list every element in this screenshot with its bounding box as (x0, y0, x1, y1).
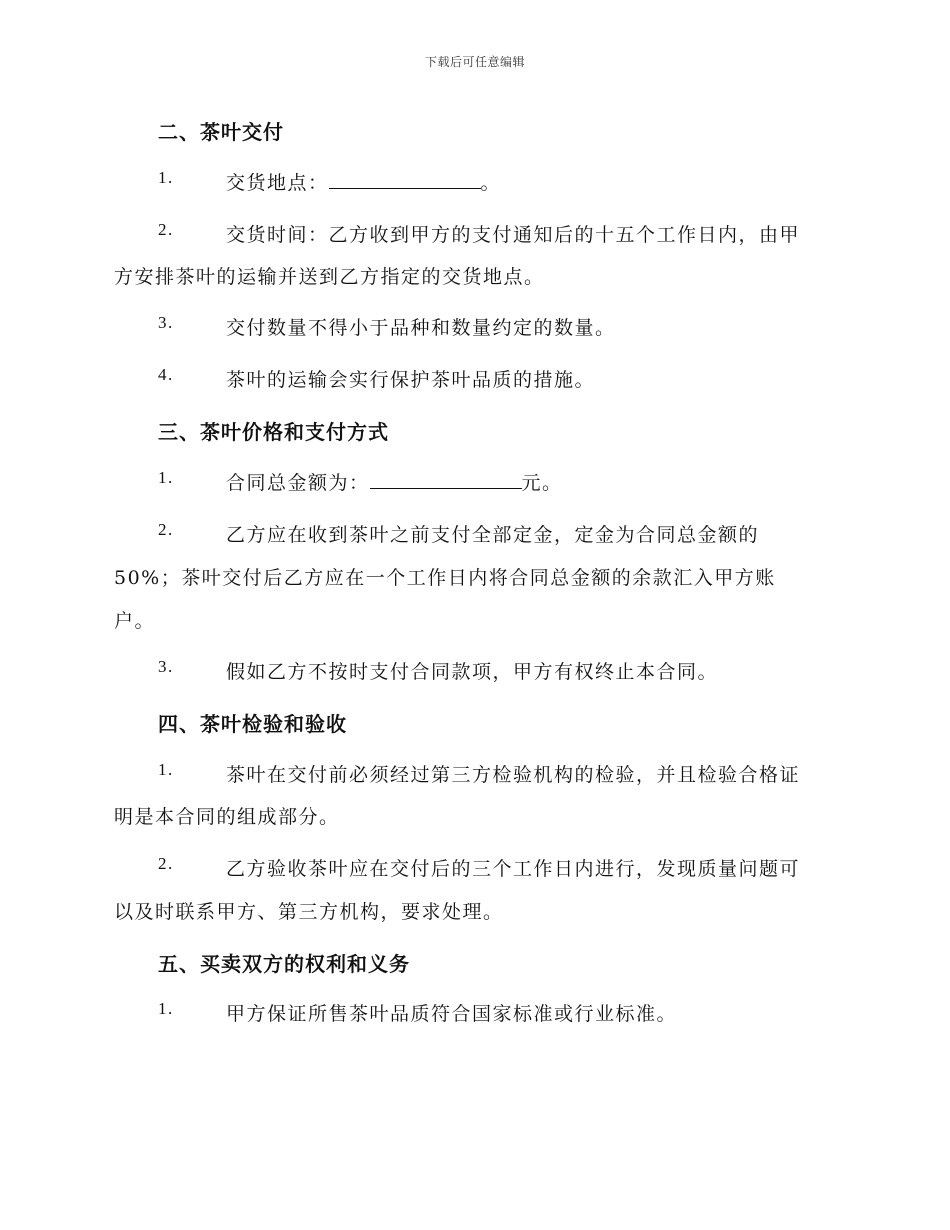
item-text-continuation: 方安排茶叶的运输并送到乙方指定的交货地点。 (114, 266, 545, 288)
section-heading-rights-obligations: 五、买卖双方的权利和义务 (158, 952, 410, 976)
item-text: 乙方验收茶叶应在交付后的三个工作日内进行，发现质量问题可 (226, 858, 801, 880)
item-number: 2. (158, 854, 174, 873)
item-number: 1. (158, 468, 174, 487)
item-number: 2. (158, 520, 174, 539)
section-heading-price-payment: 三、茶叶价格和支付方式 (158, 420, 389, 444)
contract-amount-line (226, 468, 563, 495)
fill-in-blank (370, 470, 522, 489)
delivery-location-line (226, 168, 501, 195)
item-suffix: 。 (480, 172, 502, 194)
item-text: 交货时间：乙方收到甲方的支付通知后的十五个工作日内，由甲 (226, 224, 801, 246)
fill-in-blank (329, 170, 481, 189)
item-number: 4. (158, 365, 174, 384)
item-text: 假如乙方不按时支付合同款项，甲方有权终止本合同。 (226, 661, 719, 683)
item-text-continuation: 户。 (114, 610, 156, 632)
item-number: 3. (158, 313, 174, 332)
item-number: 1. (158, 168, 174, 187)
page-header: 下载后可任意编辑 (424, 55, 525, 69)
item-text: 交货地点： (226, 172, 329, 194)
item-number: 1. (158, 999, 174, 1018)
item-text: 茶叶的运输会实行保护茶叶品质的措施。 (226, 369, 596, 391)
item-text-continuation: 以及时联系甲方、第三方机构，要求处理。 (114, 901, 504, 923)
item-text-continuation: 明是本合同的组成部分。 (114, 806, 340, 828)
section-heading-inspection: 四、茶叶检验和验收 (158, 712, 347, 736)
item-text: 合同总金额为： (226, 472, 370, 494)
item-suffix: 元。 (521, 472, 563, 494)
item-text: 乙方应在收到茶叶之前支付全部定金，定金为合同总金额的 (226, 524, 760, 546)
section-heading-delivery: 二、茶叶交付 (158, 120, 284, 144)
item-number: 2. (158, 220, 174, 239)
item-text: 茶叶在交付前必须经过第三方检验机构的检验，并且检验合格证 (226, 764, 801, 786)
item-number: 3. (158, 657, 174, 676)
item-text: 交付数量不得小于品种和数量约定的数量。 (226, 317, 616, 339)
item-text: 甲方保证所售茶叶品质符合国家标准或行业标准。 (226, 1003, 678, 1025)
item-text-continuation: 50%；茶叶交付后乙方应在一个工作日内将合同总金额的余款汇入甲方账 (114, 567, 776, 589)
item-number: 1. (158, 760, 174, 779)
